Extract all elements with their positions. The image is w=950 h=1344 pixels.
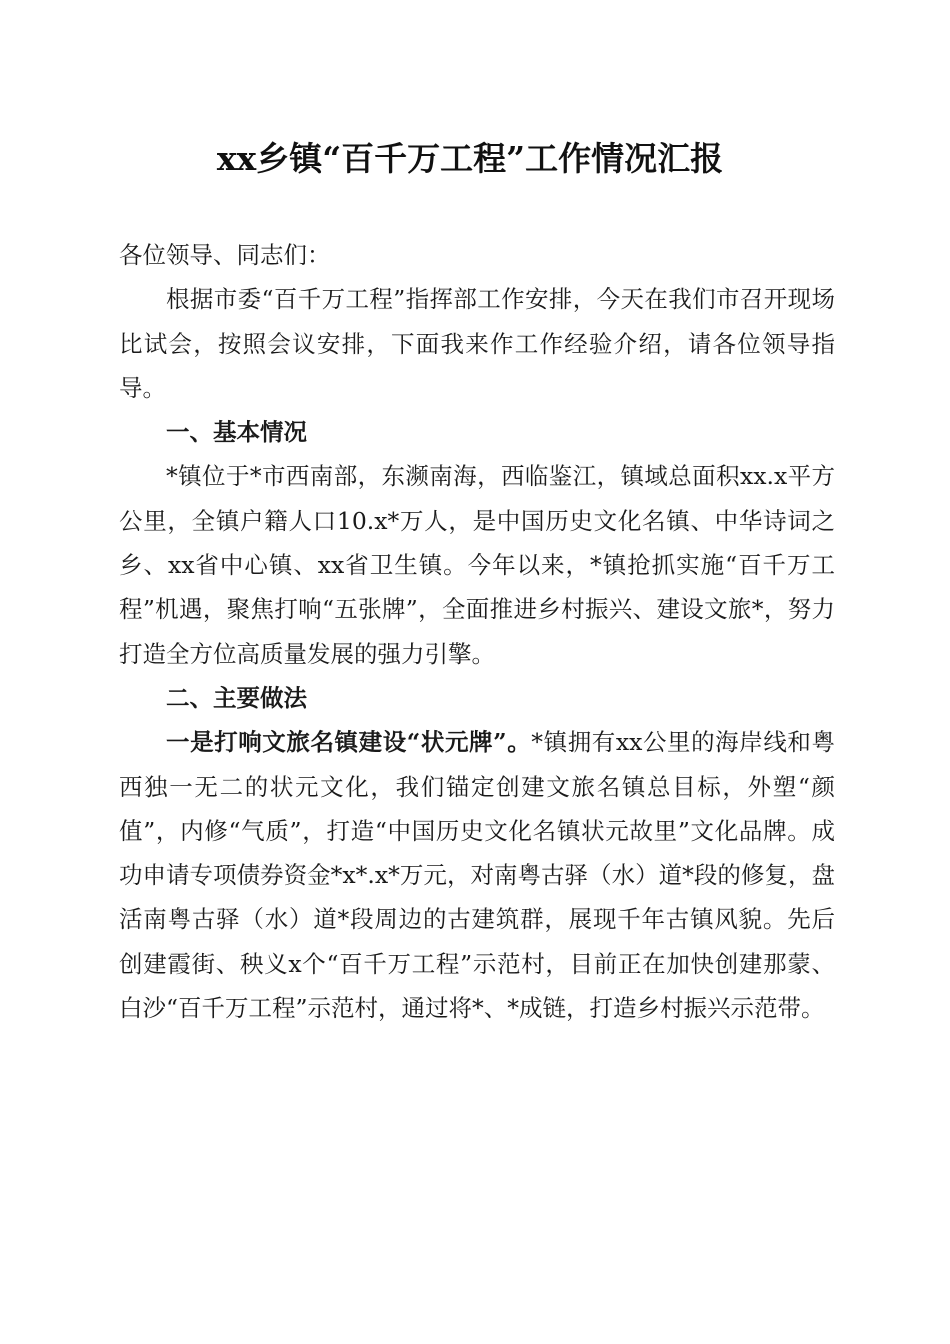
paragraph-lead-sentence: 一是打响文旅名镇建设“状元牌”。 (166, 728, 532, 757)
document-body (119, 233, 835, 1030)
intro-paragraph: 根据市委“百千万工程”指挥部工作安排，今天在我们市召开现场比试会，按照会议安排，下面我来作工作经验介绍，请各位领导指导。 (119, 285, 835, 402)
main-practices-paragraph-1 (119, 720, 835, 1030)
salutation: 各位领导、同志们： (119, 241, 331, 269)
section-heading-basic-situation: 一、基本情况 (166, 418, 307, 447)
document-title: xx乡镇“百千万工程”工作情况汇报 (216, 139, 724, 178)
paragraph-body-text: *镇拥有xx公里的海岸线和粤西独一无二的状元文化，我们锚定创建文旅名镇总目标，外塑“颜值”，内修“气质”，打造“中国历史文化名镇状元故里”文化品牌。成功申请专项债券资金*x*.x*万元，对南粤古驿（水）道*段的修复，盘活南粤古驿（水）道*段周边的古建筑群，展现千年古镇风貌。先后创建霞街、秧义x个“百千万工程”示范村，目前正在加快创建那蒙、白沙“百千万工程”示范村，通过将*、*成链，打造乡村振兴示范带。 (119, 728, 835, 1023)
section-heading-main-practices: 二、主要做法 (166, 683, 307, 712)
basic-situation-paragraph: *镇位于*市西南部，东濒南海，西临鉴江，镇域总面积xx.x平方公里，全镇户籍人口10.x*万人，是中国历史文化名镇、中华诗词之乡、xx省中心镇、xx省卫生镇。今年以来，*镇抢抓实施“百千万工程”机遇，聚焦打响“五张牌”，全面推进乡村振兴、建设文旅*，努力打造全方位高质量发展的强力引擎。 (119, 462, 835, 668)
